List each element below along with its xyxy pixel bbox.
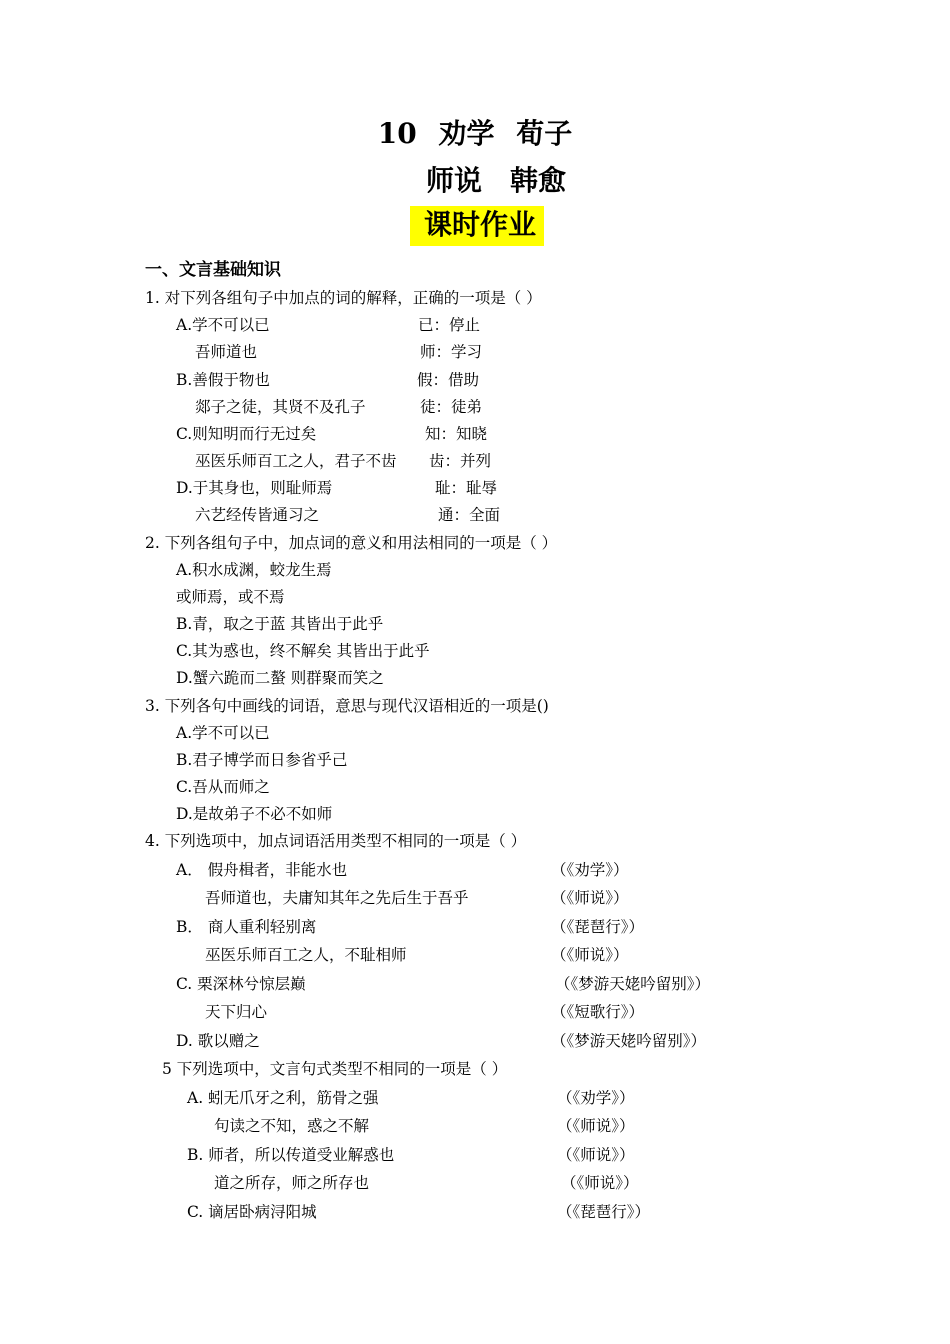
q4-row-a: C. 栗深林兮惊层巅 [176,975,306,993]
q3-option: A.学不可以已 [176,724,270,742]
q1-row-b: 齿：并列 [429,452,492,470]
title-text-quanxue: 劝学 [438,117,495,150]
q4-row-b: （《劝学》） [551,861,629,879]
q4-row-a: 天下归心 [205,1003,268,1021]
q4-row-a: B． 商人重利轻别离 [176,918,317,936]
q5-row-a: 句读之不知，惑之不解 [214,1117,370,1135]
q1-row-b: 已：停止 [418,316,481,334]
q4-row-b: （《短歌行》） [551,1003,645,1021]
q1-row-a: 六艺经传皆通习之 [195,506,320,524]
q2-option: B.青，取之于蓝 其皆出于此乎 [176,615,384,633]
q5-row-b: （《师说》） [557,1146,635,1164]
q2-option: A.积水成渊，蛟龙生焉 [176,561,332,579]
q1-row-a: 吾师道也 [195,343,258,361]
page-title [0,117,950,150]
q1-row-b: 知：知晓 [425,425,488,443]
q1-row-b: 耻：耻辱 [435,479,498,497]
q1-row-a: 郯子之徒，其贤不及孔子 [195,398,366,416]
q1-row-b: 通：全面 [438,506,501,524]
q4-row-a: 巫医乐师百工之人，不耻相师 [205,946,407,964]
question-4-stem: 4. 下列选项中，加点词语活用类型不相同的一项是（ ） [145,832,527,850]
q4-row-a: 吾师道也，夫庸知其年之先后生于吾乎 [205,889,469,907]
q1-row-b: 徒：徒弟 [420,398,483,416]
q1-row-a: B.善假于物也 [176,371,270,389]
subtitle-shishuo: 师说 韩愈 [426,164,567,197]
question-5-stem: 5 下列选项中，文言句式类型不相同的一项是（ ） [162,1060,508,1078]
q5-row-b: （《劝学》） [557,1089,635,1107]
q4-row-b: （《师说》） [551,946,629,964]
q1-row-a: D.于其身也，则耻师焉 [176,479,333,497]
homework-heading: 课时作业 [410,206,544,246]
q5-row-b: （《师说》） [557,1117,635,1135]
question-2-stem: 2. 下列各组句子中，加点词的意义和用法相同的一项是（ ） [145,534,558,552]
q1-row-b: 师：学习 [420,343,483,361]
q5-row-a: C. 谪居卧病浔阳城 [187,1203,317,1221]
title-author-xunzi: 荀子 [516,117,573,150]
q5-row-a: A. 蚓无爪牙之利，筋骨之强 [187,1089,379,1107]
q4-row-b: （《梦游天姥吟留别》） [555,975,711,993]
question-3-stem: 3. 下列各句中画线的词语，意思与现代汉语相近的一项是() [145,697,549,715]
q2-option: C.其为惑也，终不解矣 其皆出于此乎 [176,642,430,660]
q1-row-a: 巫医乐师百工之人，君子不齿 [195,452,397,470]
q4-row-b: （《琵琶行》） [551,918,645,936]
q2-option: D.蟹六跪而二螯 则群聚而笑之 [176,669,384,687]
q1-row-a: C.则知明而行无过矣 [176,425,317,443]
q2-option: 或师焉，或不焉 [176,588,285,606]
q4-row-b: （《师说》） [551,889,629,907]
q3-option: C.吾从而师之 [176,778,270,796]
lesson-number: 10 [377,117,417,150]
question-1-stem: 1. 对下列各组句子中加点的词的解释，正确的一项是（ ） [145,289,542,307]
q5-row-a: B. 师者，所以传道受业解惑也 [187,1146,395,1164]
q1-row-b: 假：借助 [417,371,480,389]
q3-option: B.君子博学而日参省乎己 [176,751,348,769]
section-heading: 一、文言基础知识 [145,260,281,280]
q1-row-a: A.学不可以已 [176,316,270,334]
q5-row-b: （《师说》） [561,1174,639,1192]
q5-row-a: 道之所存，师之所存也 [214,1174,370,1192]
q4-row-b: （《梦游天姥吟留别》） [551,1032,707,1050]
q4-row-a: D. 歌以赠之 [176,1032,260,1050]
q4-row-a: A． 假舟楫者，非能水也 [176,861,348,879]
q3-option: D.是故弟子不必不如师 [176,805,333,823]
q5-row-b: （《琵琶行》） [557,1203,651,1221]
